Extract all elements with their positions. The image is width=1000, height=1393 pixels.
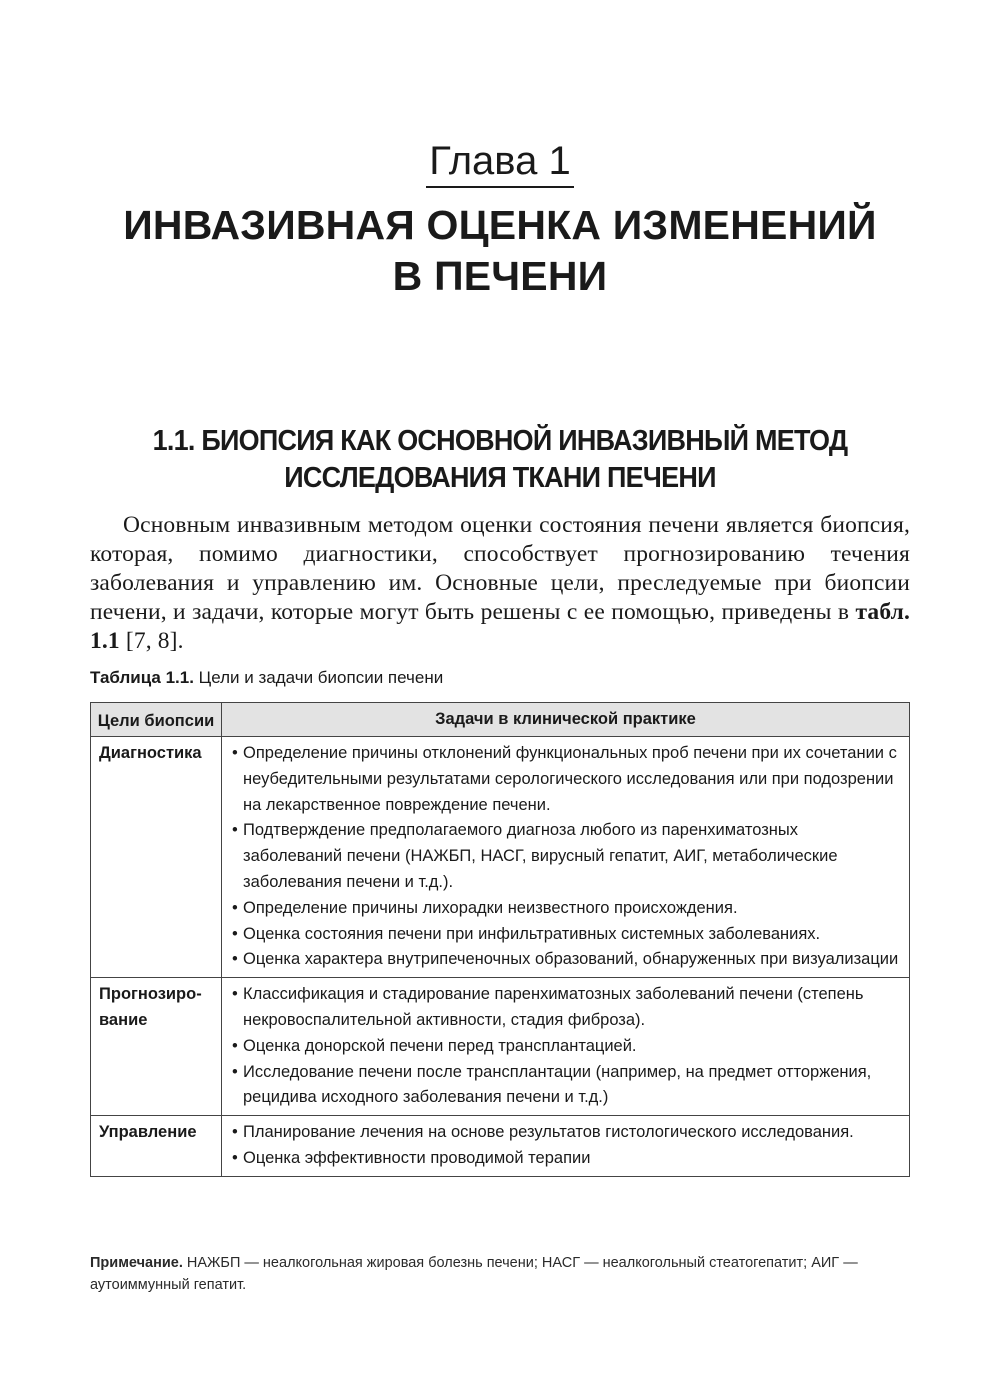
bullet-icon: • xyxy=(232,950,238,969)
task-text: Оценка эффективности проводимой терапии xyxy=(243,1148,591,1167)
table-row xyxy=(91,978,910,1116)
task-item xyxy=(232,896,901,922)
tasks-cell xyxy=(222,978,910,1116)
bullet-icon: • xyxy=(232,985,238,1004)
chapter-title-line: ИНВАЗИВНАЯ ОЦЕНКА ИЗМЕНЕНИЙ xyxy=(123,202,877,248)
header-tasks: Задачи в клинической практике xyxy=(222,703,910,737)
task-item xyxy=(232,982,901,1034)
task-item xyxy=(232,947,901,973)
task-list xyxy=(232,741,901,973)
bullet-icon: • xyxy=(232,1062,238,1081)
task-list xyxy=(232,1120,901,1172)
bullet-icon: • xyxy=(232,1036,238,1055)
bullet-icon: • xyxy=(232,744,238,762)
bullet-icon: • xyxy=(232,1123,238,1142)
table-caption-label: Таблица 1.1. xyxy=(90,668,194,687)
table-reference: табл. 1.1 xyxy=(90,599,910,654)
chapter-title xyxy=(0,200,1000,302)
citation: [7, 8]. xyxy=(119,628,184,654)
task-text: Определение причины отклонений функциональных проб печени при их сочетании с неубедительными результатами серологического исследования или при подозрении на лекарственное повреждение печени. xyxy=(243,744,897,814)
tasks-cell xyxy=(222,1116,910,1177)
bullet-icon: • xyxy=(232,898,238,917)
table-header-row xyxy=(91,703,910,737)
task-text: Оценка состояния печени при инфильтративных системных заболеваниях. xyxy=(243,924,821,943)
task-text: Оценка донорской печени перед трансплантацией. xyxy=(243,1036,637,1055)
task-item xyxy=(232,1120,901,1146)
task-text: Исследование печени после трансплантации (например, на предмет отторжения, рецидива исходного заболевания печени и т.д.) xyxy=(243,1062,872,1107)
task-text: Определение причины лихорадки неизвестного происхождения. xyxy=(243,898,738,917)
chapter-label-text: Глава 1 xyxy=(426,138,573,188)
table-caption-text: Цели и задачи биопсии печени xyxy=(193,668,444,687)
table-row xyxy=(91,737,910,978)
bullet-icon: • xyxy=(232,821,238,840)
paragraph-text: Основным инвазивным методом оценки состояния печени является биопсия, которая, помимо диагностики, способствует прогнозированию течения заболевания и управлению им. Основные цели, преследуемые при биопсии печени, и задачи, которые могут быть решены с ее помощью, приведены в xyxy=(90,512,910,625)
task-item xyxy=(232,922,901,948)
task-text: Классификация и стадирование паренхиматозных заболеваний печени (степень некровоспалительной активности, стадия фиброза). xyxy=(243,985,864,1029)
task-text: Оценка характера внутрипеченочных образований, обнаруженных при визуализации xyxy=(243,950,899,969)
note-text: НАЖБП — неалкогольная жировая болезнь печени; НАСГ — неалкогольный стеатогепатит; АИГ — аутоиммунный гепатит. xyxy=(90,1255,858,1293)
note-label: Примечание. xyxy=(90,1255,183,1271)
biopsy-goals-table xyxy=(90,702,910,1177)
chapter-title-line: В ПЕЧЕНИ xyxy=(392,253,608,299)
goal-cell: Управление xyxy=(91,1116,222,1177)
bullet-icon: • xyxy=(232,924,238,943)
task-text: Планирование лечения на основе результатов гистологического исследования. xyxy=(243,1123,854,1142)
task-item xyxy=(232,741,901,818)
task-list xyxy=(232,982,901,1111)
table-note xyxy=(90,1252,915,1296)
table-row xyxy=(91,1116,910,1177)
task-item xyxy=(232,1146,901,1172)
goal-cell: Диагностика xyxy=(91,737,222,978)
table-body xyxy=(91,737,910,1177)
task-item xyxy=(232,1034,901,1060)
chapter-label xyxy=(0,138,1000,188)
table-caption xyxy=(90,667,443,689)
task-item xyxy=(232,1060,901,1112)
goal-cell: Прогнозиро-вание xyxy=(91,978,222,1116)
bullet-icon: • xyxy=(232,1148,238,1167)
intro-paragraph xyxy=(90,511,910,656)
section-title-line: ИССЛЕДОВАНИЯ ТКАНИ ПЕЧЕНИ xyxy=(284,462,716,494)
task-item xyxy=(232,818,901,895)
tasks-cell xyxy=(222,737,910,978)
section-title xyxy=(35,423,965,497)
section-title-line: 1.1. БИОПСИЯ КАК ОСНОВНОЙ ИНВАЗИВНЫЙ МЕТОД xyxy=(152,425,848,457)
header-goal: Цели биопсии xyxy=(91,703,222,737)
task-text: Подтверждение предполагаемого диагноза любого из паренхиматозных заболеваний печени (НАЖБП, НАСГ, вирусный гепатит, АИГ, метаболические заболевания печени и т.д.). xyxy=(243,821,838,891)
